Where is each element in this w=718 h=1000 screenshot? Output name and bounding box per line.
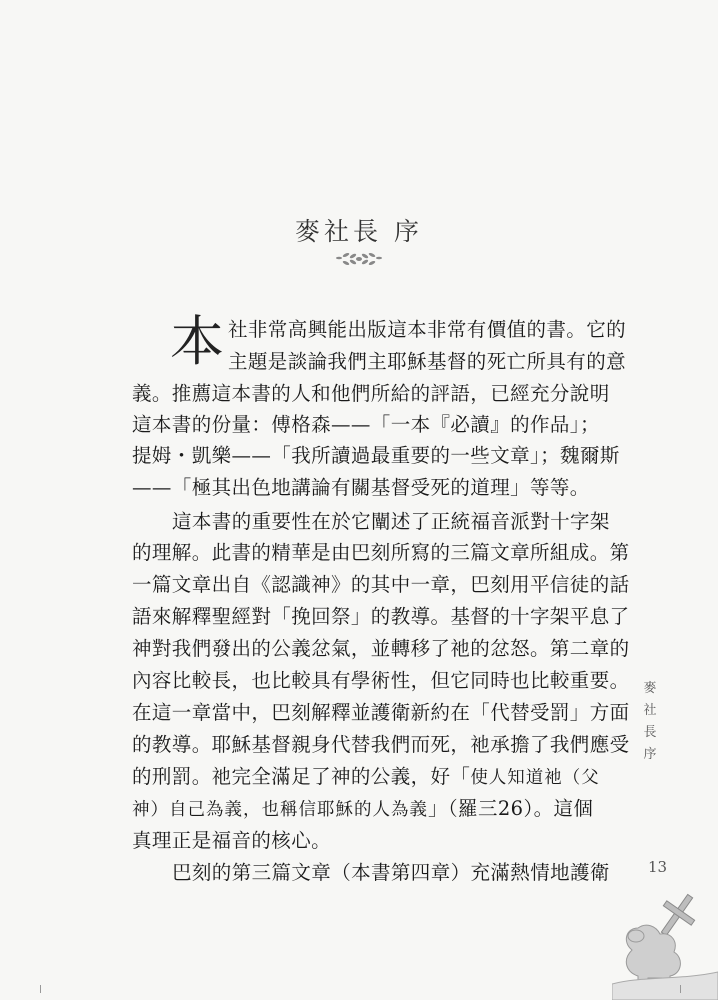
- scripture-quote: 神）自己為義，也稱信耶穌的人為義: [132, 800, 428, 820]
- text-line: 提姆・凱樂——「我所讀過最重要的一些文章」；魏爾斯: [132, 444, 620, 467]
- scripture-quote: 使人知道祂（父: [470, 768, 600, 788]
- text-segment: 」（羅三26）。這個: [428, 797, 594, 820]
- leaf-ornament-icon: [334, 250, 384, 268]
- page-number: 13: [648, 858, 668, 876]
- text-line: 語來解釋聖經對「挽回祭」的教導。基督的十字架平息了: [132, 605, 630, 628]
- text-line: 主題是談論我們主耶穌基督的死亡所具有的意: [228, 350, 627, 373]
- text-line: 這本書的重要性在於它闡述了正統福音派對十字架: [172, 510, 610, 533]
- text-line: 的理解。此書的精華是由巴刻所寫的三篇文章所組成。第: [132, 541, 630, 564]
- text-line-with-quote: [132, 797, 594, 822]
- chapter-title: 麥社長 序: [295, 217, 423, 246]
- crop-mark: [40, 985, 41, 993]
- text-line: 真理正是福音的核心。: [132, 829, 332, 852]
- crop-mark: [680, 985, 681, 993]
- text-line-with-quote: [132, 765, 600, 790]
- running-header-vertical: 麥 社 長 序: [643, 681, 657, 762]
- lamb-with-cross-icon: [612, 880, 718, 1000]
- text-line: 巴刻的第三篇文章（本書第四章）充滿熱情地護衛: [172, 861, 610, 884]
- text-segment: 的刑罰。祂完全滿足了神的公義，好「: [132, 765, 471, 788]
- text-line: 神對我們發出的公義忿氣，並轉移了祂的忿怒。第二章的: [132, 637, 630, 660]
- text-line: ——「極其出色地講論有關基督受死的道理」等等。: [132, 476, 590, 499]
- text-line: 義。推薦這本書的人和他們所給的評語，已經充分說明: [132, 382, 610, 405]
- text-line: 內容比較長，也比較具有學術性，但它同時也比較重要。: [132, 669, 630, 692]
- text-line: 的教導。耶穌基督親身代替我們而死，祂承擔了我們應受: [132, 733, 630, 756]
- text-line: 社非常高興能出版這本非常有價值的書。它的: [228, 318, 627, 341]
- text-line: 這本書的份量：傅格森——「一本『必讀』的作品」；: [132, 413, 600, 436]
- text-line: 一篇文章出自《認識神》的其中一章，巴刻用平信徒的話: [132, 573, 630, 596]
- text-line: 在這一章當中，巴刻解釋並護衛新約在「代替受罰」方面: [132, 701, 630, 724]
- drop-cap: 本: [170, 310, 224, 373]
